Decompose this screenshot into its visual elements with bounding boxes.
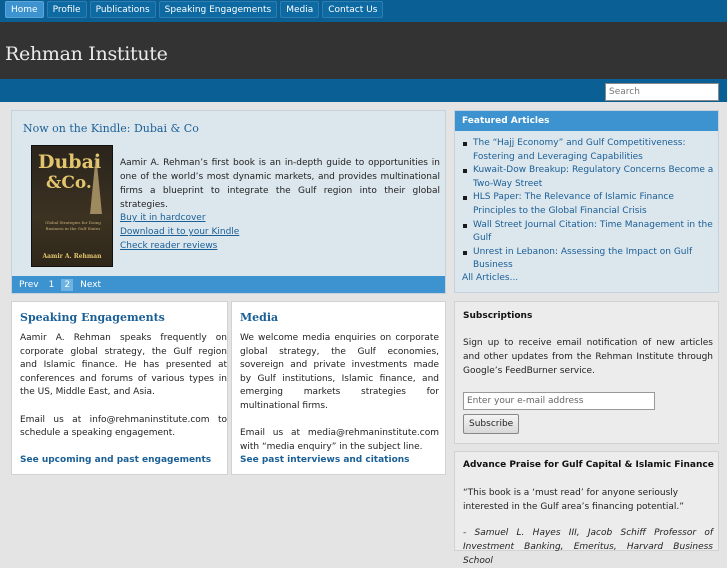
speaking-paragraph: Aamir A. Rehman speaks frequently on corporate global strategy, the Gulf region and Islamic finance. He has presented at conferences and forums of various types in the US, Middle East, and Asia. <box>20 333 227 398</box>
featured-description: Aamir A. Rehman’s first book is an in-depth guide to opportunities in one of the world’s most dynamic markets, and provides multinational firms a blueprint to integrate the Gulf region into their global strategies. <box>120 158 440 210</box>
slideshow-pager <box>12 276 445 293</box>
speaking-email-paragraph: Email us at info@rehmaninstitute.com to schedule a speaking engagement. <box>20 414 227 439</box>
pager-next[interactable]: Next <box>80 279 102 290</box>
pager-page-1[interactable]: 1 <box>48 279 55 290</box>
article-link[interactable]: The “Hajj Economy” and Gulf Competitiveness: Fostering and Leveraging Capabilities <box>463 137 715 164</box>
praise-attribution: - Samuel L. Hayes III, Jacob Schiff Professor of Investment Banking, Emeritus, Harvard Business School <box>463 528 713 566</box>
media-title[interactable]: Media <box>240 311 279 324</box>
subscriptions-text: Sign up to receive email notification of new articles and other updates from the Rehman Institute through Google’s FeedBurner service. <box>463 338 713 376</box>
featured-title[interactable]: Now on the Kindle: Dubai & Co <box>23 122 199 135</box>
nav-speaking-engagements[interactable]: Speaking Engagements <box>159 1 278 18</box>
praise-quote: “This book is a ‘must read’ for anyone seriously interested in the Gulf area’s financing potential.” <box>463 488 684 512</box>
subscribe-button[interactable]: Subscribe <box>463 414 519 434</box>
site-header <box>0 22 727 79</box>
media-paragraph: We welcome media enquiries on corporate global strategy, the Gulf economies, sovereign and private investments made by Gulf institutions, Islamic finance, and emerging markets strategies for multinational firms. <box>240 333 439 411</box>
media-interviews-link[interactable]: See past interviews and citations <box>240 455 410 465</box>
email-field[interactable] <box>463 392 655 410</box>
article-link[interactable]: HLS Paper: The Relevance of Islamic Finance Principles to the Global Financial Crisis <box>463 191 715 218</box>
nav-media[interactable]: Media <box>280 1 319 18</box>
nav-contact-us[interactable]: Contact Us <box>322 1 383 18</box>
featured-links <box>120 211 239 253</box>
book-cover-title: Dubai <box>38 151 102 173</box>
media-box <box>231 301 446 475</box>
book-cover-subtitle: Global Strategies for Doing Business in the Gulf States <box>45 220 101 231</box>
buy-hardcover-link[interactable]: Buy it in hardcover <box>120 213 206 223</box>
featured-slideshow <box>11 110 446 294</box>
advance-praise-heading: Advance Praise for Gulf Capital & Islamic Finance <box>463 460 714 470</box>
pager-page-2[interactable]: 2 <box>61 279 73 291</box>
reader-reviews-link[interactable]: Check reader reviews <box>120 241 218 251</box>
nav-home[interactable]: Home <box>5 1 44 18</box>
nav-items <box>5 1 383 18</box>
subscriptions-heading: Subscriptions <box>463 311 533 321</box>
book-cover-title-co: &Co. <box>46 173 92 193</box>
speaking-engagements-box <box>11 301 228 475</box>
site-title[interactable]: Rehman Institute <box>5 43 168 65</box>
speaking-title[interactable]: Speaking Engagements <box>20 311 165 324</box>
media-email-paragraph: Email us at media@rehmaninstitute.com with “media enquiry” in the subject line. <box>240 428 439 452</box>
featured-articles-panel <box>454 110 719 293</box>
article-link[interactable]: Kuwait-Dow Breakup: Regulatory Concerns Become a Two-Way Street <box>463 164 715 191</box>
book-cover-author: Aamir A. Rehman <box>42 253 102 260</box>
pager-prev[interactable]: Prev <box>19 279 39 290</box>
all-articles-link[interactable]: All Articles... <box>462 273 519 283</box>
search-input[interactable] <box>605 83 719 101</box>
burj-al-arab-icon <box>90 154 102 214</box>
article-link[interactable]: Wall Street Journal Citation: Time Management in the Gulf <box>463 219 715 246</box>
book-cover-image[interactable] <box>31 145 113 267</box>
speaking-body <box>20 332 227 454</box>
speaking-engagements-link[interactable]: See upcoming and past engagements <box>20 455 212 465</box>
advance-praise-panel <box>454 451 719 566</box>
media-body <box>240 332 439 468</box>
featured-articles-list <box>463 137 715 273</box>
article-link[interactable]: Unrest in Lebanon: Assessing the Impact on Gulf Business <box>463 246 715 273</box>
featured-articles-heading: Featured Articles <box>455 111 718 131</box>
subscriptions-panel <box>454 301 719 444</box>
download-kindle-link[interactable]: Download it to your Kindle <box>120 227 240 237</box>
nav-profile[interactable]: Profile <box>47 1 87 18</box>
top-navigation <box>0 0 727 22</box>
nav-publications[interactable]: Publications <box>90 1 156 18</box>
